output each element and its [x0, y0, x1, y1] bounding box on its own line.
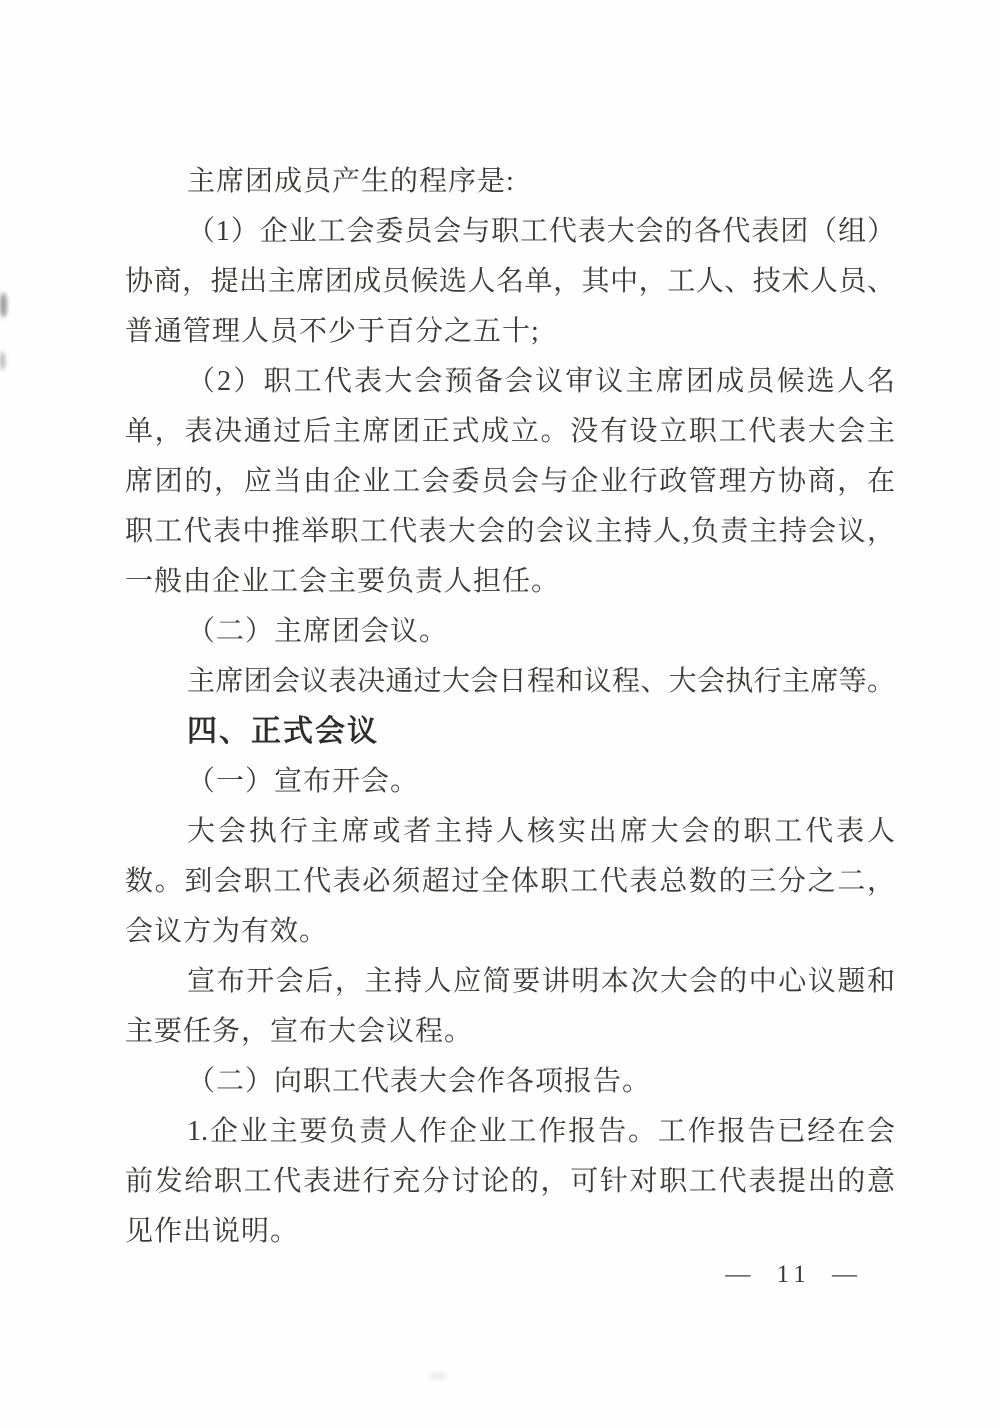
text-line: 大会执行主席或者主持人核实出席大会的职工代表人	[187, 816, 895, 847]
text-line: 主要任务，宣布大会议程。	[125, 1016, 474, 1047]
scan-artifact-left-bottom	[0, 352, 5, 370]
subsection-heading: （二）向职工代表大会作各项报告。	[187, 1066, 652, 1097]
text-line: 数。到会职工代表必须超过全体职工代表总数的三分之二，	[125, 866, 895, 897]
text-line: 1.企业主要负责人作企业工作报告。工作报告已经在会	[187, 1116, 895, 1147]
text-line: 见作出说明。	[125, 1216, 300, 1247]
text-line: 协商，提出主席团成员候选人名单，其中，工人、技术人员、	[125, 266, 895, 297]
scan-artifact-left-top	[0, 293, 7, 317]
text-line: 前发给职工代表进行充分讨论的，可针对职工代表提出的意	[125, 1166, 895, 1197]
subsection-heading: （二）主席团会议。	[187, 616, 449, 647]
scan-artifact-bottom	[430, 1372, 446, 1380]
text-line: 一般由企业工会主要负责人担任。	[125, 566, 561, 597]
text-line: 会议方为有效。	[125, 916, 329, 947]
text-line: 主席团成员产生的程序是:	[187, 166, 515, 197]
text-line: 宣布开会后，主持人应简要讲明本次大会的中心议题和	[187, 966, 895, 997]
subsection-heading: （一）宣布开会。	[187, 766, 420, 797]
text-line: 单，表决通过后主席团正式成立。没有设立职工代表大会主	[125, 416, 895, 447]
text-line: （1）企业工会委员会与职工代表大会的各代表团（组）	[187, 216, 895, 247]
text-line: 席团的，应当由企业工会委员会与企业行政管理方协商，在	[125, 466, 895, 497]
text-line: 职工代表中推举职工代表大会的会议主持人,负责主持会议，	[125, 516, 895, 547]
section-heading: 四、正式会议	[187, 715, 379, 748]
text-line: （2）职工代表大会预备会议审议主席团成员候选人名	[187, 366, 895, 397]
text-line: 主席团会议表决通过大会日程和议程、大会执行主席等。	[187, 666, 895, 697]
text-line: 普通管理人员不少于百分之五十;	[125, 316, 540, 347]
document-body	[125, 157, 895, 1257]
page-number: — 11 —	[725, 1261, 862, 1288]
